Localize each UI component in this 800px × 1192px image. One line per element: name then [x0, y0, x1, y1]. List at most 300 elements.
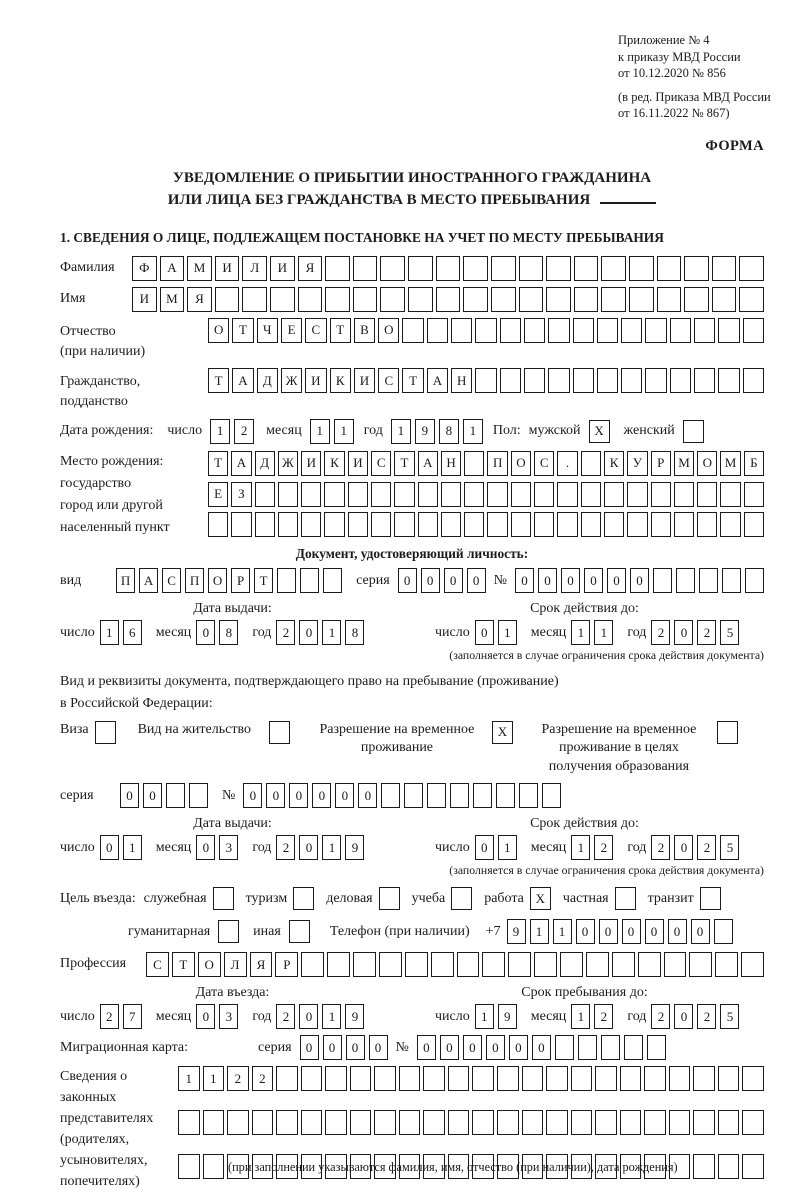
birth-date-row: [60, 419, 764, 444]
char-box: 0: [515, 568, 534, 593]
char-box: 0: [467, 568, 486, 593]
char-box: [441, 512, 461, 537]
char-box: [448, 1110, 470, 1135]
char-box: [739, 287, 764, 312]
residence-expiry-month: [571, 835, 613, 860]
char-box: [231, 512, 251, 537]
char-box: Я: [187, 287, 212, 312]
char-box: [252, 1110, 274, 1135]
char-box: 1: [530, 919, 549, 944]
char-box: [546, 287, 571, 312]
char-box: [571, 1110, 593, 1135]
char-box: [371, 482, 391, 507]
residence-doc-intro: Вид и реквизиты документа, подтверждающего право на пребывание (проживание) в Российской Федерации:: [60, 674, 559, 711]
char-box: О: [208, 568, 227, 593]
char-box: [325, 1110, 347, 1135]
residence-expiry-heading: Срок действия до:: [530, 816, 639, 832]
char-box: [408, 256, 433, 281]
char-box: Т: [330, 318, 351, 343]
char-box: 0: [299, 620, 318, 645]
char-box: [374, 1066, 396, 1091]
char-box: [647, 1035, 666, 1060]
char-box: [669, 1110, 691, 1135]
residence-expiry-day: [475, 835, 517, 860]
entry-dates-block: [60, 985, 764, 1029]
char-box: 0: [417, 1035, 436, 1060]
char-box: [325, 256, 350, 281]
char-box: [714, 919, 733, 944]
char-box: 0: [243, 783, 262, 808]
residence-expiry-year: [651, 835, 739, 860]
char-box: [694, 318, 715, 343]
char-box: 8: [439, 419, 459, 444]
stay-until-heading: Срок пребывания до:: [521, 985, 648, 1001]
char-box: 1: [322, 620, 341, 645]
char-box: [431, 952, 454, 977]
char-box: 0: [674, 835, 693, 860]
char-box: [227, 1110, 249, 1135]
char-box: [546, 1066, 568, 1091]
char-box: М: [674, 451, 694, 476]
char-box: [450, 783, 469, 808]
char-box: [178, 1110, 200, 1135]
char-box: [674, 482, 694, 507]
char-box: [720, 512, 740, 537]
char-box: [693, 1066, 715, 1091]
char-box: [644, 1110, 666, 1135]
char-box: 0: [691, 919, 710, 944]
char-box: В: [354, 318, 375, 343]
char-box: 0: [576, 919, 595, 944]
identity-kind-boxes: [116, 568, 342, 593]
char-box: С: [378, 368, 399, 393]
identity-issue-heading: Дата выдачи:: [193, 601, 272, 617]
char-box: 2: [227, 1066, 249, 1091]
char-box: 0: [599, 919, 618, 944]
residence-dates-block: [60, 816, 764, 878]
char-box: 2: [276, 835, 295, 860]
char-box: [301, 952, 324, 977]
char-box: 0: [607, 568, 626, 593]
char-box: [522, 1110, 544, 1135]
char-box: [693, 1154, 715, 1179]
char-box: [324, 512, 344, 537]
char-box: [718, 318, 739, 343]
char-box: [571, 1066, 593, 1091]
char-box: [278, 482, 298, 507]
char-box: [348, 482, 368, 507]
char-box: И: [270, 256, 295, 281]
char-box: .: [557, 451, 577, 476]
char-box: [581, 482, 601, 507]
char-box: И: [354, 368, 375, 393]
migration-number-label: №: [395, 1039, 409, 1055]
char-box: 0: [440, 1035, 459, 1060]
char-box: 0: [475, 835, 494, 860]
char-box: [684, 256, 709, 281]
char-box: [496, 783, 515, 808]
char-box: [203, 1110, 225, 1135]
char-box: [301, 1066, 323, 1091]
identity-doc-row: [60, 568, 764, 593]
identity-dates-block: [60, 601, 764, 663]
purpose-business-checkbox: [213, 887, 234, 910]
char-box: [627, 482, 647, 507]
char-box: [697, 512, 717, 537]
char-box: [323, 568, 342, 593]
char-box: О: [208, 318, 229, 343]
char-box: [574, 256, 599, 281]
char-box: [720, 482, 740, 507]
citizenship-label: Гражданство, подданство: [60, 374, 141, 410]
char-box: [379, 952, 402, 977]
char-box: [699, 568, 718, 593]
char-box: 1: [571, 1004, 590, 1029]
title-underline: [600, 202, 656, 204]
char-box: 0: [299, 835, 318, 860]
char-box: 2: [100, 1004, 119, 1029]
char-box: 2: [276, 620, 295, 645]
char-box: 1: [322, 1004, 341, 1029]
char-box: [353, 952, 376, 977]
char-box: Т: [232, 318, 253, 343]
section1-heading: 1. СВЕДЕНИЯ О ЛИЦЕ, ПОДЛЕЖАЩЕМ ПОСТАНОВКЕ НА УЧЕТ ПО МЕСТУ ПРЕБЫВАНИЯ: [60, 229, 664, 245]
birth-month-boxes: [310, 419, 354, 444]
char-box: 2: [594, 1004, 613, 1029]
char-box: 0: [674, 620, 693, 645]
char-box: 1: [210, 419, 230, 444]
residence-issue-heading: Дата выдачи:: [193, 816, 272, 832]
char-box: [645, 318, 666, 343]
purpose-row-2: гуманитарная иная Телефон (при наличии) +7 9 1 1 0 0 0 0 0 0: [128, 919, 764, 944]
char-box: [189, 783, 208, 808]
char-box: [166, 783, 185, 808]
char-box: 0: [358, 783, 377, 808]
char-box: 1: [123, 835, 142, 860]
char-box: 0: [120, 783, 139, 808]
char-box: 9: [345, 1004, 364, 1029]
char-box: [475, 318, 496, 343]
char-box: [348, 512, 368, 537]
char-box: [500, 368, 521, 393]
char-box: Н: [451, 368, 472, 393]
char-box: [722, 568, 741, 593]
char-box: О: [511, 451, 531, 476]
char-box: 5: [720, 620, 739, 645]
residence-issue-line: число 0 1 месяц 0 3 год 2 0 1 9: [60, 835, 405, 860]
char-box: [718, 368, 739, 393]
char-box: [519, 256, 544, 281]
residence-options-row: [60, 721, 764, 778]
char-box: 1: [571, 620, 590, 645]
char-box: И: [215, 256, 240, 281]
char-box: 1: [463, 419, 483, 444]
char-box: 1: [100, 620, 119, 645]
char-box: 0: [584, 568, 603, 593]
char-box: С: [162, 568, 181, 593]
char-box: 0: [335, 783, 354, 808]
purpose-transit-checkbox: [700, 887, 721, 910]
char-box: [620, 1066, 642, 1091]
purpose-other-checkbox: [289, 920, 310, 943]
char-box: [534, 952, 557, 977]
char-box: [581, 512, 601, 537]
char-box: [242, 287, 267, 312]
char-box: 2: [651, 620, 670, 645]
char-box: 2: [697, 620, 716, 645]
char-box: О: [378, 318, 399, 343]
residence-expiry-col: [405, 816, 764, 878]
entry-date-line: число 2 7 месяц 0 3 год 2 0 1 9: [60, 1004, 405, 1029]
char-box: [657, 287, 682, 312]
char-box: А: [232, 368, 253, 393]
char-box: [524, 318, 545, 343]
char-box: [578, 1035, 597, 1060]
char-box: [399, 1066, 421, 1091]
birth-day-boxes: [210, 419, 254, 444]
char-box: [573, 368, 594, 393]
char-box: [208, 512, 228, 537]
option-visa: Виза: [60, 721, 116, 744]
char-box: [555, 1035, 574, 1060]
residence-permit-checkbox: [269, 721, 290, 744]
residence-issue-day: [100, 835, 142, 860]
appendix-line-3: от 10.12.2020 № 856: [618, 66, 726, 80]
char-box: [324, 482, 344, 507]
char-box: [627, 512, 647, 537]
char-box: 0: [509, 1035, 528, 1060]
residence-expiry-note: (заполняется в случае ограничения срока действия документа): [449, 863, 764, 878]
char-box: Т: [394, 451, 414, 476]
char-box: 1: [203, 1066, 225, 1091]
char-box: [270, 287, 295, 312]
char-box: [621, 368, 642, 393]
char-box: [718, 1110, 740, 1135]
identity-number-label: №: [493, 572, 507, 588]
char-box: [491, 256, 516, 281]
char-box: 1: [553, 919, 572, 944]
char-box: 2: [697, 1004, 716, 1029]
char-box: [276, 1066, 298, 1091]
entry-month: [196, 1004, 238, 1029]
char-box: [500, 318, 521, 343]
char-box: [427, 783, 446, 808]
char-box: [693, 1110, 715, 1135]
char-box: [629, 287, 654, 312]
char-box: Ч: [257, 318, 278, 343]
migration-series-label: серия: [258, 1039, 292, 1055]
char-box: 1: [594, 620, 613, 645]
char-box: [277, 568, 296, 593]
identity-issue-month: [196, 620, 238, 645]
migration-card-row: [60, 1035, 764, 1060]
purpose-humanitarian-checkbox: [218, 920, 239, 943]
char-box: [651, 482, 671, 507]
char-box: [712, 256, 737, 281]
char-box: [657, 256, 682, 281]
char-box: Т: [402, 368, 423, 393]
char-box: [595, 1066, 617, 1091]
char-box: [601, 287, 626, 312]
char-box: [325, 287, 350, 312]
char-box: Я: [250, 952, 273, 977]
char-box: [178, 1154, 200, 1179]
char-box: [203, 1154, 225, 1179]
char-box: З: [231, 482, 251, 507]
char-box: И: [305, 368, 326, 393]
identity-expiry-line: число 0 1 месяц 1 1 год 2 0 2 5: [405, 620, 764, 645]
birth-year-label: год: [363, 423, 383, 439]
char-box: [712, 287, 737, 312]
char-box: [427, 318, 448, 343]
stay-until-col: [405, 985, 764, 1029]
option-residence-permit: Вид на жительство: [138, 721, 290, 744]
char-box: [353, 256, 378, 281]
migration-series-boxes: [300, 1035, 388, 1060]
form-label: ФОРМА: [705, 137, 764, 154]
identity-series-label: серия: [356, 572, 390, 588]
stay-month: [571, 1004, 613, 1029]
char-box: [491, 287, 516, 312]
char-box: 2: [651, 835, 670, 860]
char-box: [573, 318, 594, 343]
char-box: 2: [276, 1004, 295, 1029]
char-box: [595, 1110, 617, 1135]
char-box: [548, 318, 569, 343]
char-box: [350, 1066, 372, 1091]
identity-expiry-note: (заполняется в случае ограничения срока действия документа): [449, 648, 764, 663]
edition-line-1: (в ред. Приказа МВД России: [618, 89, 771, 104]
char-box: Ж: [281, 368, 302, 393]
char-box: [546, 1110, 568, 1135]
char-box: 9: [507, 919, 526, 944]
purpose-label: Цель въезда:: [60, 890, 136, 906]
char-box: А: [139, 568, 158, 593]
char-box: Д: [257, 368, 278, 393]
char-box: [574, 287, 599, 312]
char-box: [548, 368, 569, 393]
stay-day: [475, 1004, 517, 1029]
char-box: [301, 512, 321, 537]
char-box: Л: [242, 256, 267, 281]
char-box: [451, 318, 472, 343]
entry-date-col: [60, 985, 405, 1029]
char-box: [653, 568, 672, 593]
char-box: [464, 451, 484, 476]
char-box: 0: [196, 620, 215, 645]
char-box: 0: [289, 783, 308, 808]
char-box: Е: [281, 318, 302, 343]
appendix-line-1: Приложение № 4: [618, 33, 710, 47]
sex-male-checkbox: X: [589, 420, 610, 443]
char-box: 9: [415, 419, 435, 444]
char-box: [524, 368, 545, 393]
identity-kind-label: вид: [60, 572, 82, 588]
char-box: М: [187, 256, 212, 281]
char-box: [715, 952, 738, 977]
residence-number-label: №: [222, 787, 236, 803]
char-box: [601, 1035, 620, 1060]
char-box: 1: [322, 835, 341, 860]
char-box: 8: [345, 620, 364, 645]
char-box: 2: [594, 835, 613, 860]
char-box: 6: [123, 620, 142, 645]
char-box: [350, 1110, 372, 1135]
char-box: 1: [391, 419, 411, 444]
edition-line-2: от 16.11.2022 № 867): [618, 106, 730, 120]
residence-series-boxes: [120, 783, 208, 808]
char-box: И: [132, 287, 157, 312]
char-box: [380, 287, 405, 312]
profession-boxes: [146, 952, 764, 977]
residence-issue-month: [196, 835, 238, 860]
char-box: [522, 1066, 544, 1091]
char-box: [487, 512, 507, 537]
char-box: [604, 512, 624, 537]
char-box: [215, 287, 240, 312]
char-box: [423, 1066, 445, 1091]
char-box: [448, 1066, 470, 1091]
identity-series-boxes: [398, 568, 486, 593]
char-box: [651, 512, 671, 537]
purpose-study-checkbox: [451, 887, 472, 910]
char-box: [255, 512, 275, 537]
purpose-tourism-checkbox: [293, 887, 314, 910]
char-box: [298, 287, 323, 312]
char-box: [511, 512, 531, 537]
char-box: [408, 287, 433, 312]
char-box: [743, 318, 764, 343]
char-box: [475, 368, 496, 393]
char-box: А: [427, 368, 448, 393]
title-line-1: УВЕДОМЛЕНИЕ О ПРИБЫТИИ ИНОСТРАННОГО ГРАЖДАНИНА: [172, 169, 652, 186]
visa-checkbox: [95, 721, 116, 744]
char-box: [745, 568, 764, 593]
title-line-2: ИЛИ ЛИЦА БЕЗ ГРАЖДАНСТВА В МЕСТО ПРЕБЫВАНИЯ: [60, 189, 764, 212]
representatives-label: Сведения о законных представителях (родителях, усыновителях, попечителях): [60, 1069, 154, 1190]
char-box: 0: [645, 919, 664, 944]
char-box: [404, 783, 423, 808]
char-box: К: [604, 451, 624, 476]
identity-issue-line: число 1 6 месяц 0 8 год 2 0 1 8: [60, 620, 405, 645]
identity-issue-col: [60, 601, 405, 663]
char-box: [418, 482, 438, 507]
given-name-row: [60, 287, 764, 312]
char-box: [381, 783, 400, 808]
purpose-work-checkbox: X: [530, 887, 551, 910]
char-box: [327, 952, 350, 977]
char-box: 2: [234, 419, 254, 444]
phone-label: Телефон (при наличии): [329, 923, 470, 939]
char-box: И: [301, 451, 321, 476]
residence-series-row: [60, 783, 764, 808]
identity-expiry-month: [571, 620, 613, 645]
identity-expiry-year: [651, 620, 739, 645]
char-box: [472, 1110, 494, 1135]
char-box: 0: [196, 835, 215, 860]
identity-issue-year: [276, 620, 364, 645]
char-box: [604, 482, 624, 507]
char-box: [482, 952, 505, 977]
char-box: 1: [475, 1004, 494, 1029]
char-box: Р: [651, 451, 671, 476]
char-box: 0: [100, 835, 119, 860]
phone-prefix: +7: [485, 923, 501, 939]
char-box: 0: [630, 568, 649, 593]
char-box: А: [160, 256, 185, 281]
residence-issue-year: [276, 835, 364, 860]
birth-place-label: Место рождения: государство город или другой населенный пункт: [60, 453, 170, 536]
